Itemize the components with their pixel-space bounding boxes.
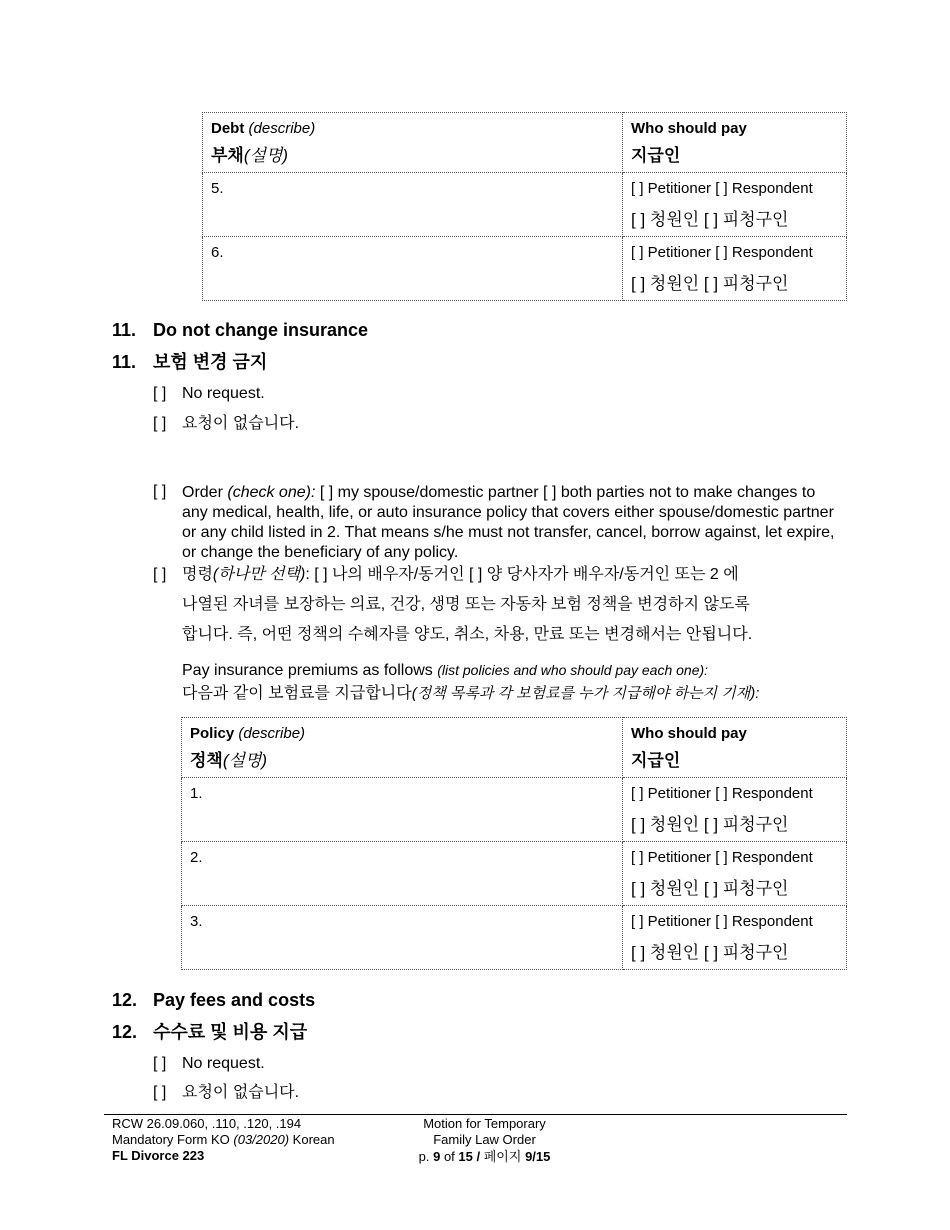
table-row — [182, 778, 847, 842]
policy-cell[interactable]: 2. — [182, 842, 623, 906]
table-row — [203, 173, 847, 237]
payer-cell[interactable]: [ ] Petitioner [ ] Respondent [ ] 청원인 [ ] 피청구인 — [623, 237, 847, 301]
no-request-option-ko: [ ] 요청이 없습니다. — [153, 415, 300, 432]
payer-cell[interactable]: [ ] Petitioner [ ] Respondent [ ] 청원인 [ ] 피청구인 — [623, 906, 847, 970]
checkbox[interactable]: [ ] — [153, 1055, 167, 1072]
policy-cell[interactable]: 1. — [182, 778, 623, 842]
table-row — [203, 237, 847, 301]
debt-header-cell: Debt (describe) 부채(설명) — [203, 113, 623, 173]
section-12-title-ko: 12. 수수료 및 비용 지급 — [112, 1022, 308, 1042]
policy-header-cell: Policy (describe) 정책(설명) — [182, 718, 623, 778]
checkbox[interactable]: [ ] — [153, 415, 167, 432]
no-request-option-en: [ ] No request. — [153, 1055, 265, 1072]
section-11-title-ko: 11. 보험 변경 금지 — [112, 352, 268, 372]
no-request-option-en: [ ] No request. — [153, 385, 265, 402]
checkbox[interactable]: [ ] — [153, 566, 167, 583]
policy-cell[interactable]: 3. — [182, 906, 623, 970]
checkbox[interactable]: [ ] — [153, 1084, 167, 1101]
order-paragraph-ko: 명령(하나만 선택): [ ] 나의 배우자/동거인 [ ] 양 당사자가 배우자/동거인 또는 2 에 나열된 자녀를 보장하는 의료, 건강, 생명 또는 자동차 보험 정책을 변경하지 않도록 합니다. 즉, 어떤 정책의 수혜자를 양도, 취소, 차용, 만료 또는 변경해서는 안됩니다. — [182, 566, 753, 643]
no-request-option-ko: [ ] 요청이 없습니다. — [153, 1084, 300, 1101]
table-row — [182, 906, 847, 970]
checkbox[interactable]: [ ] — [153, 385, 167, 402]
page-number: p. 9 of 15 / 페이지 9/15 — [418, 1149, 551, 1164]
order-paragraph-en: Order (check one): [ ] my spouse/domestic partner [ ] both parties not to make changes to any medical, health, life, or auto insurance policy that covers either spouse/domestic partner or any child listed in 2. That means s/he must not transfer, cancel, borrow against, let expire, or change the beneficiary of any policy. — [182, 484, 835, 561]
checkbox[interactable]: [ ] — [153, 483, 167, 500]
debt-cell[interactable]: 6. — [203, 237, 623, 301]
policy-table — [181, 717, 847, 970]
table-header-row — [182, 718, 847, 778]
section-12-title-en: 12. Pay fees and costs — [112, 990, 316, 1010]
payer-cell[interactable]: [ ] Petitioner [ ] Respondent [ ] 청원인 [ ] 피청구인 — [623, 778, 847, 842]
payer-cell[interactable]: [ ] Petitioner [ ] Respondent [ ] 청원인 [ ] 피청구인 — [623, 173, 847, 237]
payer-cell[interactable]: [ ] Petitioner [ ] Respondent [ ] 청원인 [ ] 피청구인 — [623, 842, 847, 906]
footer-center: Motion for Temporary Family Law Order p. 9 of 15 / 페이지 9/15 — [392, 1116, 577, 1165]
footer-divider — [104, 1114, 847, 1115]
footer-left: RCW 26.09.060, .110, .120, .194 Mandatory Form KO (03/2020) Korean FL Divorce 223 — [112, 1116, 335, 1163]
table-header-row — [203, 113, 847, 173]
debt-table — [202, 112, 847, 301]
debt-cell[interactable]: 5. — [203, 173, 623, 237]
who-should-pay-header-cell: Who should pay 지급인 — [623, 718, 847, 778]
who-should-pay-header-cell: Who should pay 지급인 — [623, 113, 847, 173]
premiums-instruction-ko: 다음과 같이 보험료를 지급합니다(정책 목록과 각 보험료를 누가 지급해야 하는지 기재): — [182, 685, 760, 702]
table-row — [182, 842, 847, 906]
section-11-title-en: 11. Do not change insurance — [112, 320, 369, 340]
premiums-instruction-en: Pay insurance premiums as follows (list policies and who should pay each one): — [182, 662, 709, 679]
